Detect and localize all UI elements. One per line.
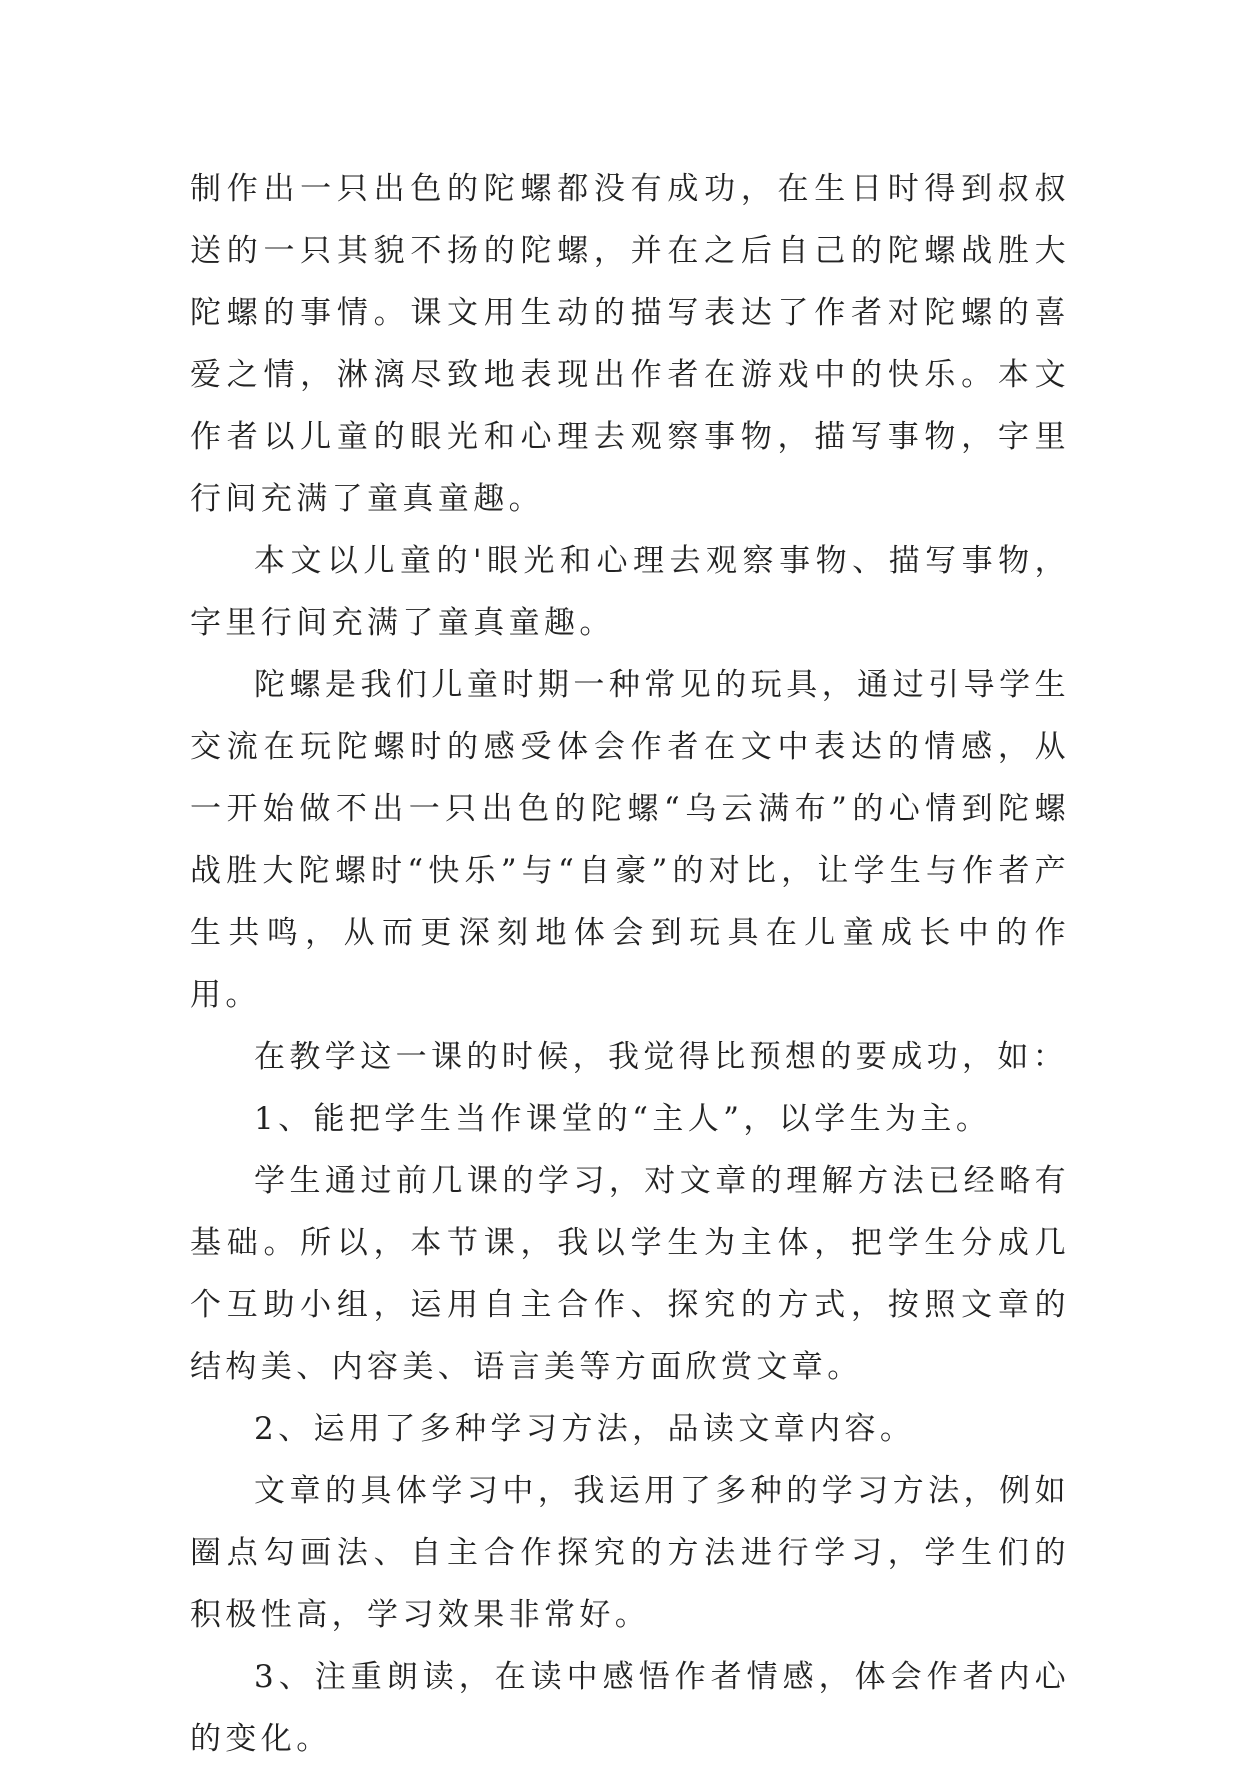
- paragraph-6: 学生通过前几课的学习，对文章的理解方法已经略有基础。所以，本节课，我以学生为主体，把学生分成几个互助小组，运用自主合作、探究的方式，按照文章的结构美、内容美、语言美等方面欣赏文章。: [190, 1163, 1070, 1385]
- paragraph-3: 陀螺是我们儿童时期一种常见的玩具，通过引导学生交流在玩陀螺时的感受体会作者在文中表达的情感，从一开始做不出一只出色的陀螺“乌云满布”的心情到陀螺战胜大陀螺时“快乐”与“自豪”的对比，让学生与作者产生共鸣，从而更深刻地体会到玩具在儿童成长中的作用。: [190, 667, 1070, 1013]
- paragraph-4: 在教学这一课的时候，我觉得比预想的要成功，如：: [254, 1039, 1069, 1075]
- paragraph-2: 本文以儿童的'眼光和心理去观察事物、描写事物，字里行间充满了童真童趣。: [190, 543, 1070, 641]
- document-body: [190, 158, 1070, 1770]
- paragraph-7: 2、运用了多种学习方法，品读文章内容。: [254, 1411, 916, 1447]
- paragraph-5: 1、能把学生当作课堂的“主人”，以学生为主。: [254, 1101, 992, 1137]
- paragraph-8: 文章的具体学习中，我运用了多种的学习方法，例如圈点勾画法、自主合作探究的方法进行学习，学生们的积极性高，学习效果非常好。: [190, 1473, 1070, 1633]
- paragraph-1: 制作出一只出色的陀螺都没有成功，在生日时得到叔叔送的一只其貌不扬的陀螺，并在之后自己的陀螺战胜大陀螺的事情。课文用生动的描写表达了作者对陀螺的喜爱之情，淋漓尽致地表现出作者在游戏中的快乐。本文作者以儿童的眼光和心理去观察事物，描写事物，字里行间充满了童真童趣。: [190, 171, 1070, 517]
- paragraph-9: 3、注重朗读，在读中感悟作者情感，体会作者内心的变化。: [190, 1659, 1070, 1757]
